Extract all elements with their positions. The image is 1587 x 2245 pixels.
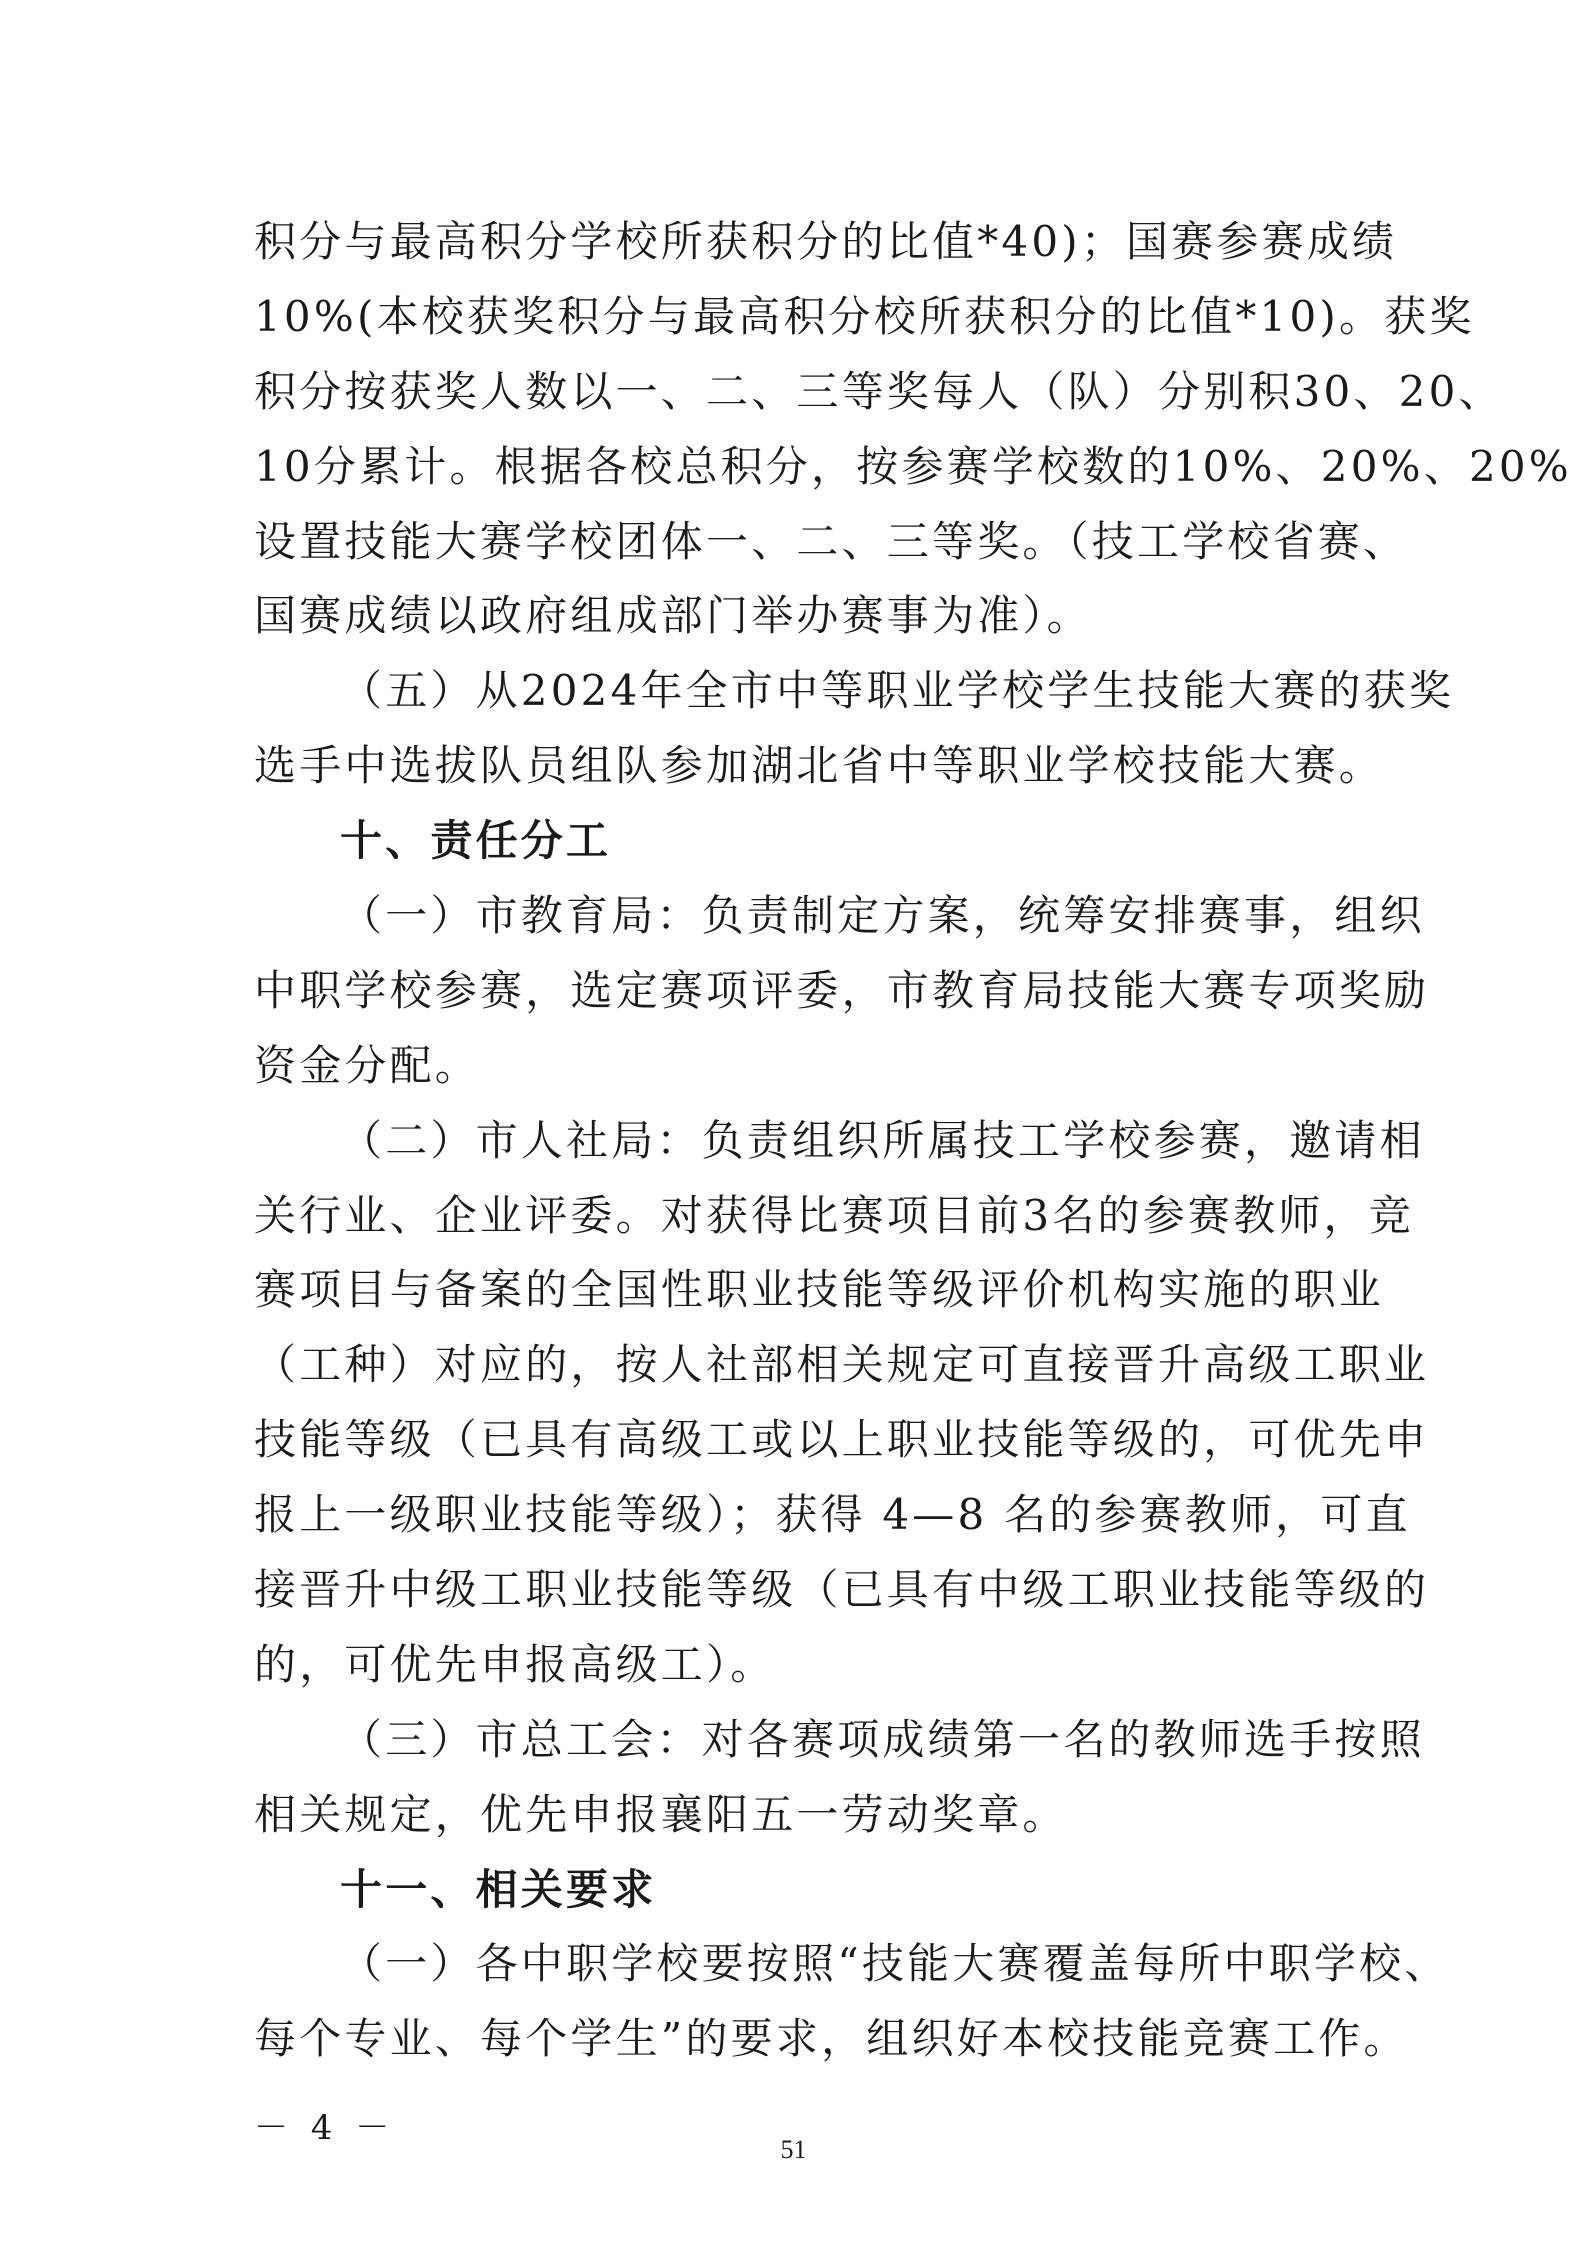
text-line: （工种）对应的，按人社部相关规定可直接晋升高级工职业 — [254, 1340, 1430, 1390]
paragraph-first-line: （一）市教育局：负责制定方案，统筹安排赛事，组织 — [340, 891, 1425, 941]
paragraph-first-line: （二）市人社局：负责组织所属技工学校参赛，邀请相 — [340, 1115, 1425, 1165]
text-line: 10分累计。根据各校总积分，按参赛学校数的10%、20%、20% — [254, 441, 1572, 491]
text-line: 资金分配。 — [254, 1040, 481, 1090]
text-line: 设置技能大赛学校团体一、二、三等奖。（技工学校省赛、 — [254, 516, 1409, 566]
text-line: 报上一级职业技能等级）；获得 4—8 名的参赛教师，可直 — [254, 1490, 1411, 1540]
paragraph-first-line: （五）从2024年全市中等职业学校学生技能大赛的获奖 — [340, 666, 1455, 716]
text-line: 积分与最高积分学校所获积分的比值*40)；国赛参赛成绩 — [254, 217, 1398, 266]
text-line: 相关规定，优先申报襄阳五一劳动奖章。 — [254, 1789, 1068, 1839]
text-line: 的，可优先申报高级工）。 — [254, 1639, 776, 1689]
text-line: 每个专业、每个学生”的要求，组织好本校技能竞赛工作。 — [254, 2014, 1409, 2064]
section-heading: 十、责任分工 — [340, 816, 612, 866]
text-line: 中职学校参赛，选定赛项评委，市教育局技能大赛专项奖励 — [254, 965, 1430, 1015]
text-line: 积分按获奖人数以一、二、三等奖每人（队）分别积30、20、 — [254, 366, 1504, 416]
text-line: 选手中选拔队员组队参加湖北省中等职业学校技能大赛。 — [254, 741, 1385, 791]
text-line: 赛项目与备案的全国性职业技能等级评价机构实施的职业 — [254, 1265, 1385, 1315]
text-line: 10%(本校获奖积分与最高积分校所获积分的比值*10)。获奖 — [254, 291, 1475, 341]
text-line: 关行业、企业评委。对获得比赛项目前3名的参赛教师，竞 — [254, 1190, 1414, 1240]
document-body — [254, 205, 1572, 2077]
page-marker: － 4 － — [254, 2108, 396, 2148]
page-number: 51 — [780, 2135, 807, 2164]
paragraph-first-line: （一）各中职学校要按照“技能大赛覆盖每所中职学校、 — [340, 1939, 1450, 1989]
text-line: 国赛成绩以政府组成部门举办赛事为准）。 — [254, 591, 1092, 641]
text-line: 技能等级（已具有高级工或以上职业技能等级的，可优先申 — [254, 1415, 1430, 1465]
text-line: 接晋升中级工职业技能等级（已具有中级工职业技能等级的 — [254, 1565, 1430, 1615]
paragraph-first-line: （三）市总工会：对各赛项成绩第一名的教师选手按照 — [340, 1714, 1425, 1764]
section-heading: 十一、相关要求 — [340, 1864, 657, 1914]
